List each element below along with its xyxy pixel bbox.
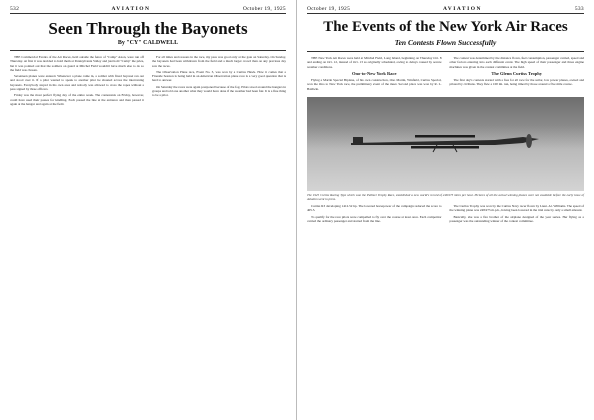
paragraph: Friday was the most perfect flying day of the entire week. The contestants on Friday, however, could have used their passes for kindling. Each passed the line at the entrance and then passed it again at the hangar and again at the field. [10,93,144,106]
left-issue-date: October 19, 1925 [242,6,286,12]
right-subtitle: Ten Contests Flown Successfully [394,38,497,47]
section-heading: The Glenn Curtiss Trophy [491,70,543,76]
paragraph: THE New York Air Races were held at Mitchel Field, Long Island, beginning on Thursday Oct. 8 and ending on Oct. 12, instead of Oct. 13 as originally scheduled, owing to delays caused by severe weather conditions. [307,56,442,69]
airplane-icon [345,131,545,153]
section-heading: Ono-to-New York Race [351,70,397,76]
left-page-number: 532 [10,6,20,12]
photo-caption: The 1925 Curtiss Racing Type which won the Pulitzer Trophy Race, established a new world's record of 248.975 miles per hour. Pictures of all the actual winning planes were not available before the early issue of Aviation went to press. [307,193,584,202]
right-issue-date: October 19, 1925 [307,6,351,12]
paragraph: Seventeen planes were entered. Whenever a plane came in, a soldier with fixed bayonet ran out and stood over it. If a pilot wanted to speak to another pilot he shouted across the intervening bayonets. Everybody stayed in his own area and nobody was allowed to cross the ropes without a pass signed by three officers. [10,74,144,92]
right-article-title: The Events of the New York Air Races [323,19,568,35]
right-page [297,0,594,420]
left-column-2 [152,55,286,108]
right-title-rule [307,51,584,52]
paragraph: Basically, she was a fire brother of the airplane designed of the year series. Her flying as a passenger was the outstanding winner of the contest committee. [449,214,584,223]
paragraph: The Observation Plane race, Event No. 3, was won by a Curtiss Hawk. How it comes that a Fireside Session is being held in an American Observation plane race is a very good question that is hard to answer. [152,69,286,83]
paragraph: On Saturday the races were again postponed because of the fog. Pilots stood around the hangars in groups and told one another what they would have done if the weather had been fair. It is a fine thing to be a pilot. [152,84,286,98]
left-byline: By "CY" CALDWELL [117,40,179,46]
left-column-1 [10,55,144,108]
paragraph: Flying a Martin Special Biplane, of his own construction, Ono Martin, Winfield, Curtiss Special, won the Ono to New York race, the preliminary event of the meet. Second place was won by R. L. Baldwin. [307,78,442,91]
left-columns [10,55,286,108]
left-title-rule [10,50,286,51]
right-bottom-column-2 [450,204,585,225]
paragraph: The first day's contests started with a free for all race for the sailor, low power planes, owned and piloted by civilians. They flew a 100 mi. run, being timed by those around a five mile course. [449,78,584,87]
right-top-columns [307,56,584,93]
paragraph: For all times and reasons in the race, my pass was good only at the gate on Saturday. On Sunday, the bayonets had been withdrawn from the field and a much larger crowd than on any previous day saw the races. [152,55,286,68]
paragraph: Curtiss R3 developing 1412.52 hp. The lowered horsepower of the campaign reduced the score to 405.5. [307,204,442,213]
right-bottom-columns [307,204,584,225]
left-article-title: Seen Through the Bayonets [48,19,248,38]
race-plane-photo [307,97,584,191]
paragraph: THE Commercial Events of the Air Races, held outside the fence of "Camp" Anon, were run off Thursday. At first it was decided to hold them at Pennsylvania Valley and just hold "Camp" the prize, but it was pointed out that the soldiers on guard at Mitchel Field wouldn't have much else to do so the field was chosen. [10,55,144,72]
right-column-1 [307,56,442,93]
right-magazine-name: AVIATION [442,6,482,12]
paragraph: To qualify for the race pilots were compelled to fly over the course at least once. Each competitor carried the ordinary passenger and started from the line. [307,214,442,223]
paragraph: The contest was determined by the distance flown, fuel consumption, passenger carried, speed and other factors entering into each different event. The high speed of their passenger and three engine machines was given in the contest committee at the field. [449,56,584,69]
right-running-header [307,6,584,14]
left-magazine-name: AVIATION [111,6,151,12]
right-column-2 [450,56,585,93]
paragraph: The Curtiss Trophy was won by the Curtiss Navy racer flown by Lieut. Al. Williams. The speed of the winning plane was 248.975 m.p.h., having been lowered in the trial runs by only a small amount. [449,204,584,213]
left-running-header [10,6,286,14]
right-bottom-column-1 [307,204,442,225]
right-page-number: 533 [574,6,584,12]
